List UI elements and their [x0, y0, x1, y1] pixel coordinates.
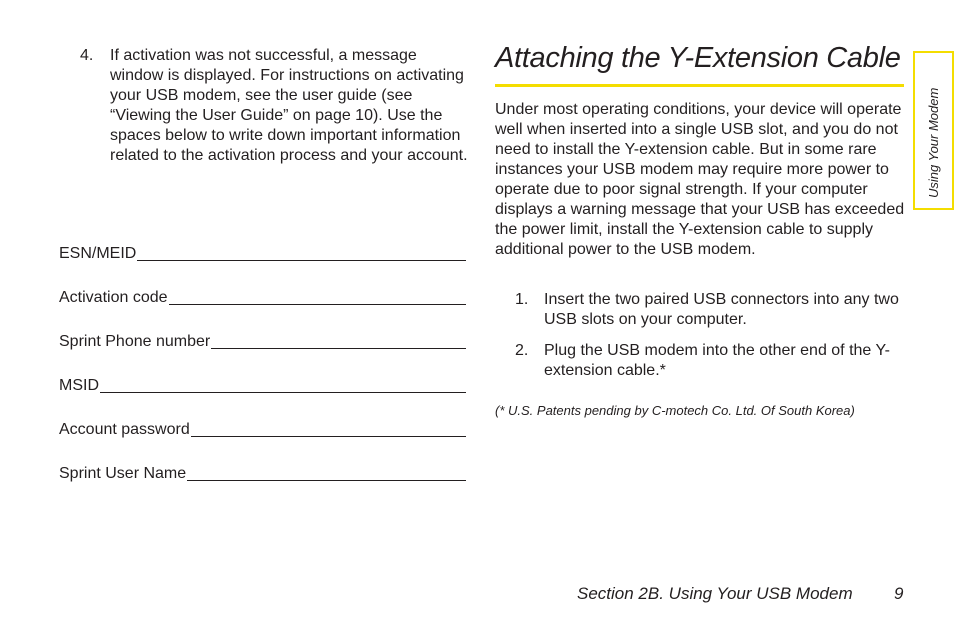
- side-tab-inner: [915, 53, 952, 208]
- step-number: 1.: [515, 291, 529, 308]
- field-label: Activation code: [59, 289, 168, 306]
- section-heading: Attaching the Y-Extension Cable: [495, 42, 901, 74]
- field-label: Account password: [59, 421, 190, 438]
- write-in-line: [169, 289, 466, 305]
- activation-step-4: [80, 46, 472, 166]
- cable-step-2: [515, 341, 905, 381]
- heading-underline: [495, 84, 904, 87]
- section-side-tab: [913, 51, 954, 210]
- page-number: 9: [894, 584, 904, 603]
- field-esn-meid: [59, 242, 466, 264]
- footer-section-title: Section 2B. Using Your USB Modem: [577, 584, 853, 603]
- step-number: 2.: [515, 342, 529, 359]
- field-sprint-phone-number: [59, 330, 466, 352]
- cable-step-1: [515, 290, 905, 330]
- side-tab-label: Using Your Modem: [926, 87, 941, 198]
- write-in-line: [191, 421, 466, 437]
- intro-paragraph: Under most operating conditions, your device will operate well when inserted into a single USB slot, and you do not need to install the Y-extension cable. But in some rare instances your USB modem may require more power to operate due to poor signal strength. If your computer displays a warning message that your USB has exceeded the power limit, install the Y-extension cable to supply additional power to the USB modem.: [495, 101, 905, 258]
- write-in-line: [187, 465, 466, 481]
- step-text: Insert the two paired USB connectors into any two USB slots on your computer.: [544, 291, 899, 328]
- write-in-line: [100, 377, 466, 393]
- step-number: 4.: [80, 47, 94, 64]
- write-in-line: [137, 245, 466, 261]
- field-label: Sprint User Name: [59, 465, 187, 482]
- field-msid: [59, 374, 466, 396]
- field-activation-code: [59, 286, 466, 308]
- step-text: If activation was not successful, a message window is displayed. For instructions on activating your USB modem, see the user guide (see “Viewing the User Guide” on page 10). Use the spaces below to write down important information related to the activation process and your account.: [110, 47, 468, 164]
- field-account-password: [59, 418, 466, 440]
- field-label: ESN/MEID: [59, 245, 137, 262]
- step-text: Plug the USB modem into the other end of the Y-extension cable.*: [544, 342, 890, 379]
- patent-footnote: (* U.S. Patents pending by C-motech Co. Ltd. Of South Korea): [495, 403, 855, 418]
- field-label: MSID: [59, 377, 99, 394]
- write-in-line: [211, 333, 466, 349]
- field-label: Sprint Phone number: [59, 333, 211, 350]
- field-sprint-user-name: [59, 462, 466, 484]
